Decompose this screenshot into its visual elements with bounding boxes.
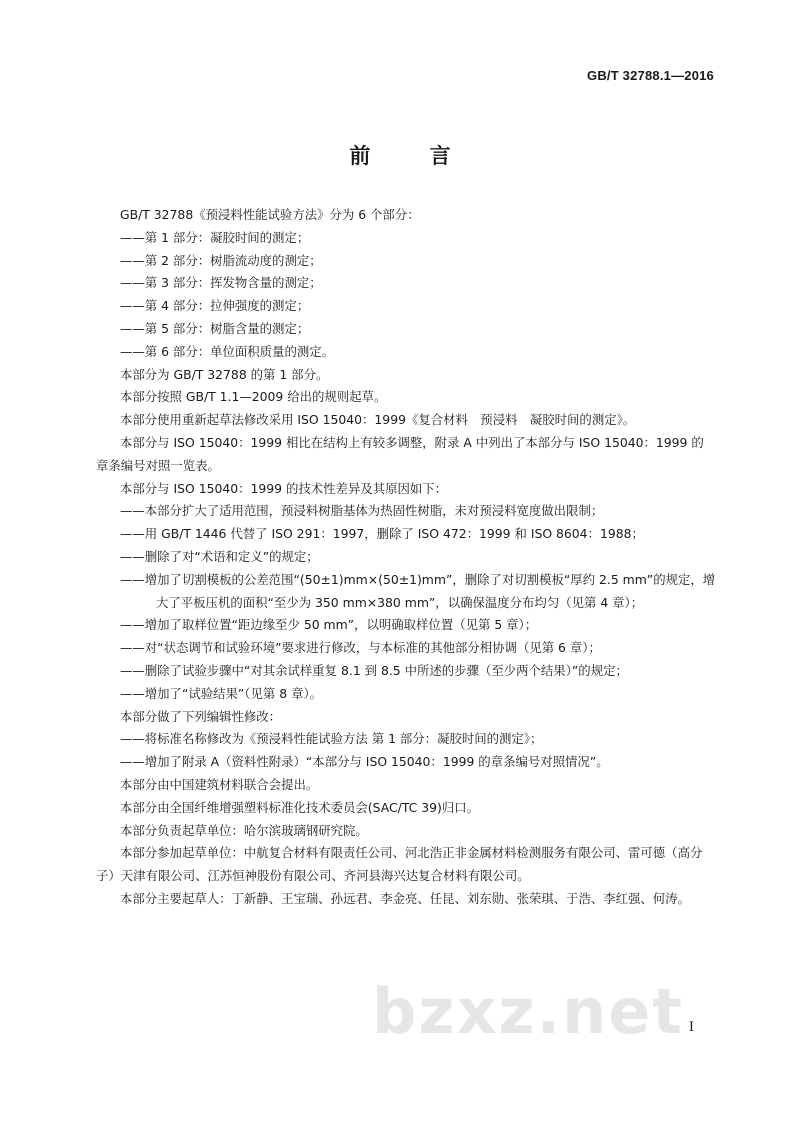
list-item: ——删除了试验步骤中“对其余试样重复 8.1 到 8.5 中所述的步骤（至少两个结果）”的规定； [120, 662, 628, 678]
paragraph: 本部分负责起草单位：哈尔滨玻璃钢研究院。 [120, 822, 368, 838]
standard-code: GB/T 32788.1—2016 [587, 68, 714, 83]
list-item: ——第 4 部分：拉伸强度的测定； [120, 298, 310, 314]
list-item: ——将标准名称修改为《预浸料性能试验方法 第 1 部分：凝胶时间的测定》； [120, 731, 543, 747]
page-title: 前 言 [349, 144, 477, 168]
list-item: ——第 6 部分：单位面积质量的测定。 [120, 343, 335, 359]
list-item: ——对“状态调节和试验环境”要求进行修改，与本标准的其他部分相协调（见第 6 章）； [120, 640, 601, 656]
paragraph: 本部分与 ISO 15040：1999 的技术性差异及其原因如下： [120, 480, 448, 496]
list-item: ——增加了“试验结果”（见第 8 章）。 [120, 685, 323, 701]
paragraph: 本部分由中国建筑材料联合会提出。 [120, 776, 319, 792]
paragraph: 本部分参加起草单位：中航复合材料有限责任公司、河北浩正非金属材料检测服务有限公司、雷可德（高分子）天津有限公司、江苏恒神股份有限公司、齐河县海兴达复合材料有限公司。 [96, 845, 703, 884]
list-item: ——删除了对“术语和定义”的规定； [120, 548, 319, 564]
paragraph: 本部分做了下列编辑性修改： [120, 708, 282, 724]
list-item: ——增加了附录 A（资料性附录）“本部分与 ISO 15040：1999 的章条编号对照情况”。 [120, 754, 609, 770]
foreword-body [96, 204, 716, 911]
watermark: bzxz.net [372, 975, 684, 1048]
list-item: ——增加了取样位置“距边缘至少 50 mm”，以明确取样位置（见第 5 章）； [120, 617, 538, 633]
list-item: ——增加了切割模板的公差范围“(50±1)mm×(50±1)mm”，删除了对切割模板“厚约 2.5 mm”的规定，增大了平板压机的面积“至少为 350 mm×380 mm”，以确保温度分布均匀（见第 4 章）； [120, 571, 716, 610]
list-item: ——第 1 部分：凝胶时间的测定； [120, 229, 310, 245]
paragraph: 本部分主要起草人：丁新静、王宝瑞、孙远君、李金亮、任昆、刘东勋、张荣琪、于浩、李红强、何涛。 [120, 890, 690, 906]
paragraph: GB/T 32788《预浸料性能试验方法》分为 6 个部分： [120, 207, 420, 222]
paragraph: 本部分为 GB/T 32788 的第 1 部分。 [120, 366, 329, 382]
paragraph: 本部分使用重新起草法修改采用 ISO 15040：1999《复合材料 预浸料 凝胶时间的测定》。 [120, 412, 636, 428]
paragraph: 本部分按照 GB/T 1.1—2009 给出的规则起草。 [120, 389, 387, 405]
list-item: ——第 5 部分：树脂含量的测定； [120, 320, 310, 336]
paragraph: 本部分与 ISO 15040：1999 相比在结构上有较多调整，附录 A 中列出了本部分与 ISO 15040：1999 的章条编号对照一览表。 [96, 434, 704, 473]
paragraph: 本部分由全国纤维增强塑料标准化技术委员会(SAC/TC 39)归口。 [120, 799, 480, 815]
list-item: ——第 3 部分：挥发物含量的测定； [120, 275, 322, 291]
list-item: ——本部分扩大了适用范围，预浸料树脂基体为热固性树脂，未对预浸料宽度做出限制； [120, 503, 604, 519]
list-item: ——用 GB/T 1446 代替了 ISO 291：1997，删除了 ISO 472：1999 和 ISO 8604：1988； [120, 526, 644, 542]
list-item: ——第 2 部分：树脂流动度的测定； [120, 252, 322, 268]
page-number: I [688, 1020, 694, 1035]
